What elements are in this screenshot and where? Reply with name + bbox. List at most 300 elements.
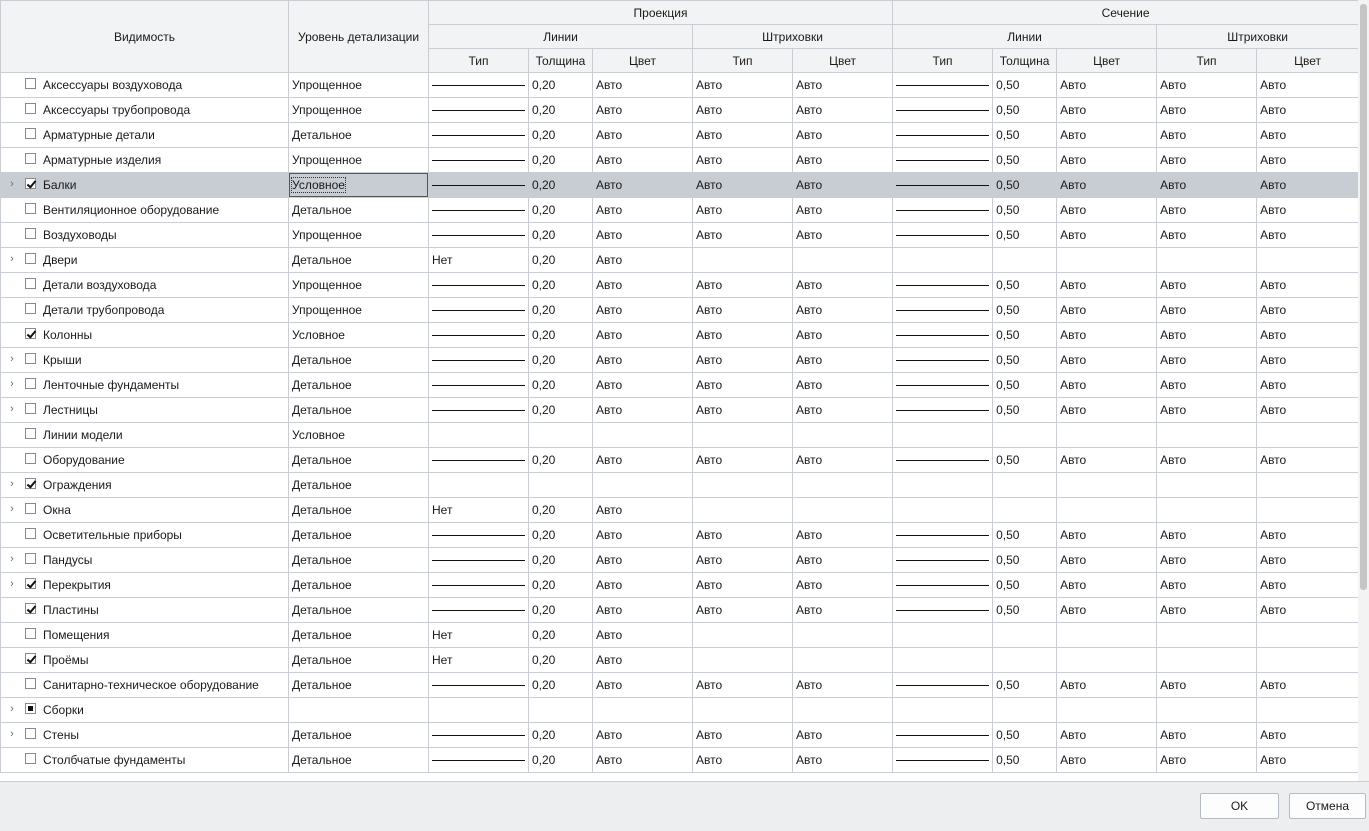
projection-line-color-cell[interactable] (593, 448, 693, 473)
vertical-scrollbar[interactable] (1358, 0, 1369, 781)
visibility-checkbox[interactable] (25, 203, 36, 214)
section-hatch-color-cell[interactable] (1257, 598, 1358, 623)
projection-line-type-cell[interactable] (429, 173, 529, 198)
projection-line-type-cell[interactable] (429, 548, 529, 573)
section-hatch-color-cell[interactable] (1257, 123, 1358, 148)
table-row[interactable] (1, 623, 1359, 648)
projection-hatch-color-cell[interactable] (793, 98, 893, 123)
projection-line-color-cell[interactable] (593, 698, 693, 723)
projection-hatch-type-cell[interactable] (693, 273, 793, 298)
projection-line-thickness-cell[interactable] (529, 123, 593, 148)
section-hatch-color-cell[interactable] (1257, 148, 1358, 173)
table-row[interactable] (1, 348, 1359, 373)
detail-level-cell[interactable] (289, 73, 429, 98)
section-hatch-color-cell[interactable] (1257, 398, 1358, 423)
visibility-cell[interactable] (1, 323, 289, 348)
detail-level-cell[interactable] (289, 123, 429, 148)
detail-level-cell[interactable] (289, 98, 429, 123)
projection-hatch-type-cell[interactable] (693, 523, 793, 548)
expand-chevron-icon[interactable]: › (10, 728, 14, 740)
section-line-thickness-cell[interactable] (993, 248, 1057, 273)
visibility-checkbox[interactable] (25, 178, 36, 189)
projection-hatch-color-cell[interactable] (793, 323, 893, 348)
projection-hatch-type-cell[interactable] (693, 548, 793, 573)
table-row[interactable] (1, 573, 1359, 598)
section-hatch-type-cell[interactable] (1157, 498, 1257, 523)
projection-hatch-type-cell[interactable] (693, 573, 793, 598)
detail-level-cell[interactable] (289, 498, 429, 523)
visibility-checkbox[interactable] (25, 153, 36, 164)
projection-hatch-type-cell[interactable] (693, 398, 793, 423)
projection-line-color-cell[interactable] (593, 123, 693, 148)
header-visibility[interactable]: Видимость (1, 1, 289, 73)
visibility-cell[interactable] (1, 598, 289, 623)
projection-line-color-cell[interactable] (593, 473, 693, 498)
table-row[interactable] (1, 448, 1359, 473)
projection-hatch-type-cell[interactable] (693, 348, 793, 373)
projection-line-color-cell[interactable] (593, 573, 693, 598)
expand-chevron-icon[interactable]: › (10, 703, 14, 715)
section-line-color-cell[interactable] (1057, 273, 1157, 298)
section-hatch-color-cell[interactable] (1257, 298, 1358, 323)
detail-level-cell[interactable] (289, 373, 429, 398)
section-line-type-cell[interactable] (893, 398, 993, 423)
section-line-thickness-cell[interactable] (993, 473, 1057, 498)
section-hatch-color-cell[interactable] (1257, 748, 1358, 773)
section-line-thickness-cell[interactable] (993, 448, 1057, 473)
projection-hatch-color-cell[interactable] (793, 373, 893, 398)
projection-hatch-type-cell[interactable] (693, 298, 793, 323)
projection-line-thickness-cell[interactable] (529, 598, 593, 623)
visibility-checkbox[interactable] (25, 428, 36, 439)
visibility-checkbox[interactable] (25, 353, 36, 364)
section-line-thickness-cell[interactable] (993, 98, 1057, 123)
section-line-color-cell[interactable] (1057, 398, 1157, 423)
projection-line-type-cell[interactable] (429, 523, 529, 548)
section-hatch-color-cell[interactable] (1257, 198, 1358, 223)
projection-line-type-cell[interactable] (429, 673, 529, 698)
projection-line-thickness-cell[interactable] (529, 748, 593, 773)
projection-line-type-cell[interactable] (429, 398, 529, 423)
projection-line-type-cell[interactable] (429, 323, 529, 348)
detail-level-cell[interactable] (289, 548, 429, 573)
section-line-color-cell[interactable] (1057, 623, 1157, 648)
section-line-color-cell[interactable] (1057, 223, 1157, 248)
section-line-type-cell[interactable] (893, 448, 993, 473)
projection-line-color-cell[interactable] (593, 73, 693, 98)
visibility-cell[interactable] (1, 423, 289, 448)
projection-hatch-type-cell[interactable] (693, 148, 793, 173)
expand-chevron-icon[interactable]: › (10, 378, 14, 390)
table-row[interactable] (1, 73, 1359, 98)
visibility-checkbox[interactable] (25, 253, 36, 264)
detail-level-cell[interactable] (289, 523, 429, 548)
projection-line-color-cell[interactable] (593, 748, 693, 773)
projection-line-thickness-cell[interactable] (529, 423, 593, 448)
section-hatch-type-cell[interactable] (1157, 573, 1257, 598)
projection-line-type-cell[interactable] (429, 373, 529, 398)
table-row[interactable] (1, 498, 1359, 523)
section-line-type-cell[interactable] (893, 598, 993, 623)
section-hatch-type-cell[interactable] (1157, 248, 1257, 273)
projection-hatch-type-cell[interactable] (693, 248, 793, 273)
visibility-checkbox[interactable] (25, 378, 36, 389)
visibility-cell[interactable] (1, 448, 289, 473)
section-hatch-type-cell[interactable] (1157, 373, 1257, 398)
section-hatch-type-cell[interactable] (1157, 148, 1257, 173)
detail-level-cell[interactable] (289, 673, 429, 698)
expand-chevron-icon[interactable]: › (10, 578, 14, 590)
visibility-cell[interactable] (1, 223, 289, 248)
section-hatch-type-cell[interactable] (1157, 448, 1257, 473)
scrollbar-thumb[interactable] (1360, 4, 1367, 590)
projection-line-type-cell[interactable] (429, 698, 529, 723)
projection-hatch-type-cell[interactable] (693, 623, 793, 648)
projection-line-color-cell[interactable] (593, 248, 693, 273)
table-row[interactable] (1, 648, 1359, 673)
section-line-type-cell[interactable] (893, 423, 993, 448)
detail-level-cell[interactable] (289, 323, 429, 348)
projection-line-type-cell[interactable] (429, 648, 529, 673)
section-line-thickness-cell[interactable] (993, 573, 1057, 598)
expand-chevron-icon[interactable]: › (10, 178, 14, 190)
projection-line-color-cell[interactable] (593, 398, 693, 423)
section-line-color-cell[interactable] (1057, 723, 1157, 748)
section-line-type-cell[interactable] (893, 198, 993, 223)
detail-level-cell[interactable] (289, 598, 429, 623)
projection-line-thickness-cell[interactable] (529, 623, 593, 648)
section-hatch-type-cell[interactable] (1157, 73, 1257, 98)
projection-hatch-color-cell[interactable] (793, 423, 893, 448)
section-hatch-type-cell[interactable] (1157, 173, 1257, 198)
projection-line-color-cell[interactable] (593, 673, 693, 698)
visibility-checkbox[interactable] (25, 78, 36, 89)
section-line-type-cell[interactable] (893, 173, 993, 198)
section-line-color-cell[interactable] (1057, 748, 1157, 773)
section-line-color-cell[interactable] (1057, 98, 1157, 123)
visibility-cell[interactable] (1, 473, 289, 498)
section-hatch-color-cell[interactable] (1257, 273, 1358, 298)
section-line-thickness-cell[interactable] (993, 748, 1057, 773)
visibility-checkbox[interactable] (25, 628, 36, 639)
projection-hatch-color-cell[interactable] (793, 473, 893, 498)
section-line-thickness-cell[interactable] (993, 673, 1057, 698)
detail-level-cell[interactable] (289, 623, 429, 648)
visibility-cell[interactable] (1, 498, 289, 523)
projection-line-color-cell[interactable] (593, 373, 693, 398)
projection-line-thickness-cell[interactable] (529, 348, 593, 373)
ok-button[interactable]: OK (1200, 793, 1279, 819)
projection-hatch-color-cell[interactable] (793, 523, 893, 548)
visibility-cell[interactable] (1, 573, 289, 598)
section-line-type-cell[interactable] (893, 623, 993, 648)
section-line-type-cell[interactable] (893, 523, 993, 548)
detail-level-cell[interactable] (289, 273, 429, 298)
detail-level-cell[interactable] (289, 473, 429, 498)
projection-line-thickness-cell[interactable] (529, 198, 593, 223)
section-line-thickness-cell[interactable] (993, 698, 1057, 723)
section-line-type-cell[interactable] (893, 323, 993, 348)
projection-line-type-cell[interactable] (429, 273, 529, 298)
table-row[interactable] (1, 248, 1359, 273)
section-line-color-cell[interactable] (1057, 448, 1157, 473)
section-line-thickness-cell[interactable] (993, 523, 1057, 548)
section-line-color-cell[interactable] (1057, 523, 1157, 548)
projection-hatch-color-cell[interactable] (793, 123, 893, 148)
projection-hatch-color-cell[interactable] (793, 273, 893, 298)
projection-line-color-cell[interactable] (593, 173, 693, 198)
table-row[interactable] (1, 223, 1359, 248)
section-hatch-color-cell[interactable] (1257, 573, 1358, 598)
projection-hatch-type-cell[interactable] (693, 723, 793, 748)
table-row[interactable] (1, 748, 1359, 773)
projection-line-color-cell[interactable] (593, 423, 693, 448)
section-line-type-cell[interactable] (893, 273, 993, 298)
section-hatch-type-cell[interactable] (1157, 473, 1257, 498)
visibility-cell[interactable] (1, 673, 289, 698)
projection-line-color-cell[interactable] (593, 323, 693, 348)
section-line-thickness-cell[interactable] (993, 223, 1057, 248)
projection-line-thickness-cell[interactable] (529, 498, 593, 523)
projection-line-type-cell[interactable] (429, 148, 529, 173)
projection-hatch-type-cell[interactable] (693, 373, 793, 398)
expand-chevron-icon[interactable]: › (10, 503, 14, 515)
visibility-cell[interactable] (1, 398, 289, 423)
projection-hatch-color-cell[interactable] (793, 348, 893, 373)
projection-hatch-type-cell[interactable] (693, 473, 793, 498)
section-hatch-color-cell[interactable] (1257, 673, 1358, 698)
section-line-thickness-cell[interactable] (993, 123, 1057, 148)
table-row[interactable] (1, 398, 1359, 423)
projection-hatch-color-cell[interactable] (793, 73, 893, 98)
visibility-checkbox[interactable] (25, 503, 36, 514)
projection-line-thickness-cell[interactable] (529, 648, 593, 673)
table-row[interactable] (1, 273, 1359, 298)
visibility-checkbox[interactable] (25, 703, 36, 714)
projection-hatch-type-cell[interactable] (693, 498, 793, 523)
projection-line-thickness-cell[interactable] (529, 448, 593, 473)
visibility-cell[interactable] (1, 198, 289, 223)
visibility-checkbox[interactable] (25, 753, 36, 764)
projection-hatch-type-cell[interactable] (693, 698, 793, 723)
visibility-checkbox[interactable] (25, 528, 36, 539)
table-row[interactable] (1, 148, 1359, 173)
section-line-color-cell[interactable] (1057, 648, 1157, 673)
detail-level-cell[interactable] (289, 398, 429, 423)
detail-level-cell[interactable] (289, 173, 429, 198)
section-hatch-type-cell[interactable] (1157, 598, 1257, 623)
detail-level-cell[interactable] (289, 748, 429, 773)
visibility-checkbox[interactable] (25, 453, 36, 464)
section-line-type-cell[interactable] (893, 648, 993, 673)
visibility-cell[interactable] (1, 548, 289, 573)
visibility-checkbox[interactable] (25, 578, 36, 589)
section-line-type-cell[interactable] (893, 248, 993, 273)
section-line-color-cell[interactable] (1057, 323, 1157, 348)
table-row[interactable] (1, 423, 1359, 448)
section-line-thickness-cell[interactable] (993, 648, 1057, 673)
visibility-checkbox[interactable] (25, 653, 36, 664)
section-line-type-cell[interactable] (893, 498, 993, 523)
section-hatch-type-cell[interactable] (1157, 198, 1257, 223)
projection-hatch-color-cell[interactable] (793, 598, 893, 623)
section-line-type-cell[interactable] (893, 348, 993, 373)
section-hatch-color-cell[interactable] (1257, 423, 1358, 448)
section-hatch-type-cell[interactable] (1157, 123, 1257, 148)
projection-line-thickness-cell[interactable] (529, 523, 593, 548)
detail-level-cell[interactable] (289, 348, 429, 373)
section-hatch-color-cell[interactable] (1257, 373, 1358, 398)
visibility-cell[interactable] (1, 348, 289, 373)
cancel-button[interactable]: Отмена (1289, 793, 1366, 819)
projection-line-color-cell[interactable] (593, 98, 693, 123)
visibility-cell[interactable] (1, 273, 289, 298)
projection-line-thickness-cell[interactable] (529, 98, 593, 123)
projection-line-color-cell[interactable] (593, 598, 693, 623)
section-line-color-cell[interactable] (1057, 573, 1157, 598)
header-detail-level[interactable]: Уровень детализации (289, 1, 429, 73)
section-line-color-cell[interactable] (1057, 73, 1157, 98)
section-hatch-color-cell[interactable] (1257, 223, 1358, 248)
section-hatch-color-cell[interactable] (1257, 73, 1358, 98)
expand-chevron-icon[interactable]: › (10, 353, 14, 365)
expand-chevron-icon[interactable]: › (10, 403, 14, 415)
projection-line-type-cell[interactable] (429, 198, 529, 223)
section-hatch-type-cell[interactable] (1157, 98, 1257, 123)
projection-hatch-type-cell[interactable] (693, 173, 793, 198)
projection-hatch-color-cell[interactable] (793, 698, 893, 723)
projection-hatch-type-cell[interactable] (693, 673, 793, 698)
section-line-thickness-cell[interactable] (993, 723, 1057, 748)
section-hatch-type-cell[interactable] (1157, 323, 1257, 348)
projection-hatch-color-cell[interactable] (793, 748, 893, 773)
projection-hatch-type-cell[interactable] (693, 198, 793, 223)
detail-level-cell[interactable] (289, 698, 429, 723)
projection-line-thickness-cell[interactable] (529, 473, 593, 498)
projection-hatch-type-cell[interactable] (693, 123, 793, 148)
table-row[interactable] (1, 98, 1359, 123)
section-line-type-cell[interactable] (893, 223, 993, 248)
section-hatch-color-cell[interactable] (1257, 473, 1358, 498)
projection-line-type-cell[interactable] (429, 623, 529, 648)
section-line-color-cell[interactable] (1057, 473, 1157, 498)
projection-hatch-color-cell[interactable] (793, 548, 893, 573)
visibility-cell[interactable] (1, 723, 289, 748)
section-line-thickness-cell[interactable] (993, 173, 1057, 198)
visibility-cell[interactable] (1, 748, 289, 773)
projection-line-thickness-cell[interactable] (529, 173, 593, 198)
section-line-thickness-cell[interactable] (993, 423, 1057, 448)
projection-line-type-cell[interactable] (429, 123, 529, 148)
projection-hatch-type-cell[interactable] (693, 98, 793, 123)
projection-line-color-cell[interactable] (593, 498, 693, 523)
section-hatch-color-cell[interactable] (1257, 623, 1358, 648)
projection-line-thickness-cell[interactable] (529, 323, 593, 348)
projection-line-thickness-cell[interactable] (529, 398, 593, 423)
projection-line-color-cell[interactable] (593, 623, 693, 648)
table-row[interactable] (1, 373, 1359, 398)
projection-line-thickness-cell[interactable] (529, 148, 593, 173)
section-hatch-type-cell[interactable] (1157, 398, 1257, 423)
projection-line-type-cell[interactable] (429, 473, 529, 498)
section-hatch-type-cell[interactable] (1157, 273, 1257, 298)
projection-line-type-cell[interactable] (429, 348, 529, 373)
detail-level-cell[interactable] (289, 148, 429, 173)
section-line-color-cell[interactable] (1057, 673, 1157, 698)
projection-line-type-cell[interactable] (429, 498, 529, 523)
section-line-color-cell[interactable] (1057, 173, 1157, 198)
section-line-type-cell[interactable] (893, 723, 993, 748)
section-line-color-cell[interactable] (1057, 498, 1157, 523)
projection-line-thickness-cell[interactable] (529, 723, 593, 748)
section-hatch-type-cell[interactable] (1157, 523, 1257, 548)
section-hatch-type-cell[interactable] (1157, 423, 1257, 448)
projection-line-color-cell[interactable] (593, 648, 693, 673)
projection-line-type-cell[interactable] (429, 573, 529, 598)
section-line-color-cell[interactable] (1057, 298, 1157, 323)
table-row[interactable] (1, 723, 1359, 748)
section-hatch-color-cell[interactable] (1257, 723, 1358, 748)
visibility-checkbox[interactable] (25, 403, 36, 414)
projection-line-type-cell[interactable] (429, 298, 529, 323)
section-hatch-type-cell[interactable] (1157, 623, 1257, 648)
projection-hatch-type-cell[interactable] (693, 323, 793, 348)
detail-level-cell[interactable] (289, 723, 429, 748)
section-line-type-cell[interactable] (893, 748, 993, 773)
expand-chevron-icon[interactable]: › (10, 553, 14, 565)
visibility-cell[interactable] (1, 298, 289, 323)
visibility-cell[interactable] (1, 623, 289, 648)
section-hatch-color-cell[interactable] (1257, 548, 1358, 573)
projection-line-type-cell[interactable] (429, 448, 529, 473)
section-hatch-color-cell[interactable] (1257, 448, 1358, 473)
projection-line-color-cell[interactable] (593, 273, 693, 298)
projection-hatch-color-cell[interactable] (793, 248, 893, 273)
visibility-cell[interactable] (1, 123, 289, 148)
projection-hatch-color-cell[interactable] (793, 673, 893, 698)
section-line-thickness-cell[interactable] (993, 398, 1057, 423)
visibility-cell[interactable] (1, 373, 289, 398)
projection-line-type-cell[interactable] (429, 223, 529, 248)
table-row[interactable] (1, 548, 1359, 573)
section-line-thickness-cell[interactable] (993, 273, 1057, 298)
section-hatch-color-cell[interactable] (1257, 323, 1358, 348)
section-hatch-color-cell[interactable] (1257, 648, 1358, 673)
visibility-checkbox[interactable] (25, 303, 36, 314)
section-line-type-cell[interactable] (893, 473, 993, 498)
visibility-checkbox[interactable] (25, 553, 36, 564)
visibility-cell[interactable] (1, 648, 289, 673)
section-hatch-type-cell[interactable] (1157, 548, 1257, 573)
section-line-color-cell[interactable] (1057, 373, 1157, 398)
projection-line-thickness-cell[interactable] (529, 698, 593, 723)
section-line-thickness-cell[interactable] (993, 298, 1057, 323)
section-line-thickness-cell[interactable] (993, 548, 1057, 573)
table-row[interactable] (1, 123, 1359, 148)
projection-hatch-color-cell[interactable] (793, 723, 893, 748)
section-line-color-cell[interactable] (1057, 198, 1157, 223)
projection-hatch-color-cell[interactable] (793, 623, 893, 648)
projection-hatch-type-cell[interactable] (693, 648, 793, 673)
table-row[interactable] (1, 198, 1359, 223)
projection-line-color-cell[interactable] (593, 723, 693, 748)
visibility-cell[interactable] (1, 698, 289, 723)
section-line-color-cell[interactable] (1057, 548, 1157, 573)
projection-line-thickness-cell[interactable] (529, 273, 593, 298)
section-hatch-color-cell[interactable] (1257, 698, 1358, 723)
section-line-type-cell[interactable] (893, 373, 993, 398)
table-row[interactable] (1, 173, 1359, 198)
